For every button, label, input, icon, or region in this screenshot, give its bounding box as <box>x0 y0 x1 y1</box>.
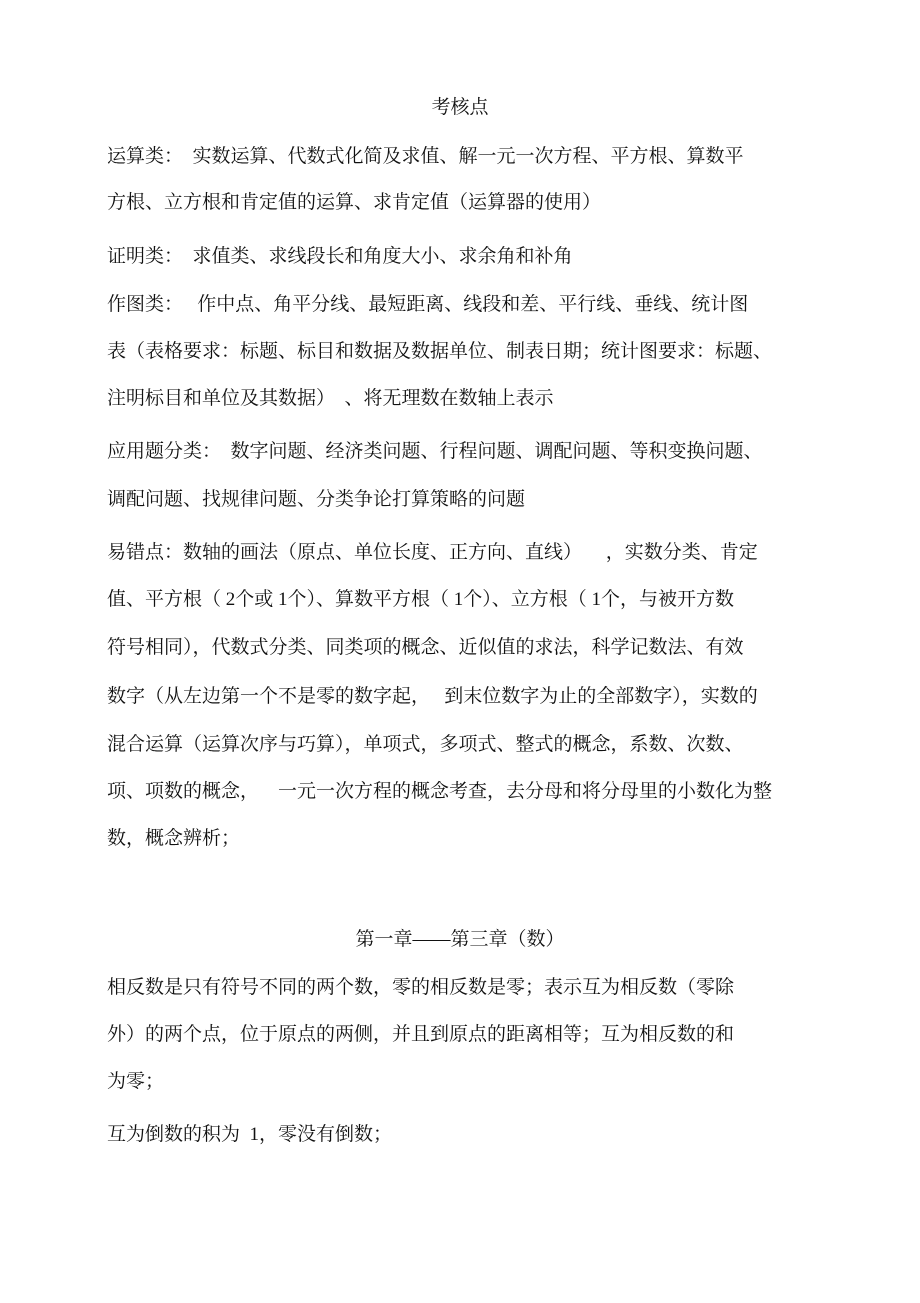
text-line: 运算类： 实数运算、代数式化简及求值、解一元一次方程、平方根、算数平 <box>107 146 744 167</box>
text-line: 外）的两个点，位于原点的两侧，并且到原点的距离相等；互为相反数的和 <box>107 1024 735 1045</box>
text-line: 易错点：数轴的画法（原点、单位长度、正方向、直线） ，实数分类、肯定 <box>107 542 758 563</box>
text-line: 值、平方根（ 2个或 1个）、算数平方根（ 1个）、立方根（ 1个，与被开方数 <box>107 589 735 610</box>
text-line: 为零； <box>107 1071 165 1092</box>
text-line: 项、项数的概念， 一元一次方程的概念考查，去分母和将分母里的小数化为整 <box>107 781 773 802</box>
text-line: 表（表格要求：标题、标目和数据及数据单位、制表日期；统计图要求：标题、 <box>107 341 773 362</box>
text-line: 符号相同），代数式分类、同类项的概念、近似值的求法，科学记数法、有效 <box>107 637 744 658</box>
text-line: 数，概念辨析； <box>107 828 241 849</box>
text-line: 方根、立方根和肯定值的运算、求肯定值（运算器的使用） <box>107 192 602 213</box>
text-line: 证明类： 求值类、求线段长和角度大小、求余角和补角 <box>107 246 573 267</box>
text-line: 混合运算（运算次序与巧算），单项式，多项式、整式的概念，系数、次数、 <box>107 734 744 755</box>
text-line: 应用题分类： 数字问题、经济类问题、行程问题、调配问题、等积变换问题、 <box>107 441 763 462</box>
text-line: 作图类： 作中点、角平分线、最短距离、线段和差、平行线、垂线、统计图 <box>107 294 749 315</box>
text-line: 相反数是只有符号不同的两个数，零的相反数是零；表示互为相反数（零除 <box>107 977 735 998</box>
section-title-assessment-points: 考核点 <box>431 97 489 118</box>
text-line: 注明标目和单位及其数据） 、将无理数在数轴上表示 <box>107 388 554 409</box>
section-title-chapters-1-3: 第一章——第三章（数） <box>355 929 565 950</box>
text-line: 互为倒数的积为 1，零没有倒数； <box>107 1124 393 1145</box>
text-line: 数字（从左边第一个不是零的数字起， 到末位数字为止的全部数字），实数的 <box>107 686 758 707</box>
text-line: 调配问题、找规律问题、分类争论打算策略的问题 <box>107 489 526 510</box>
